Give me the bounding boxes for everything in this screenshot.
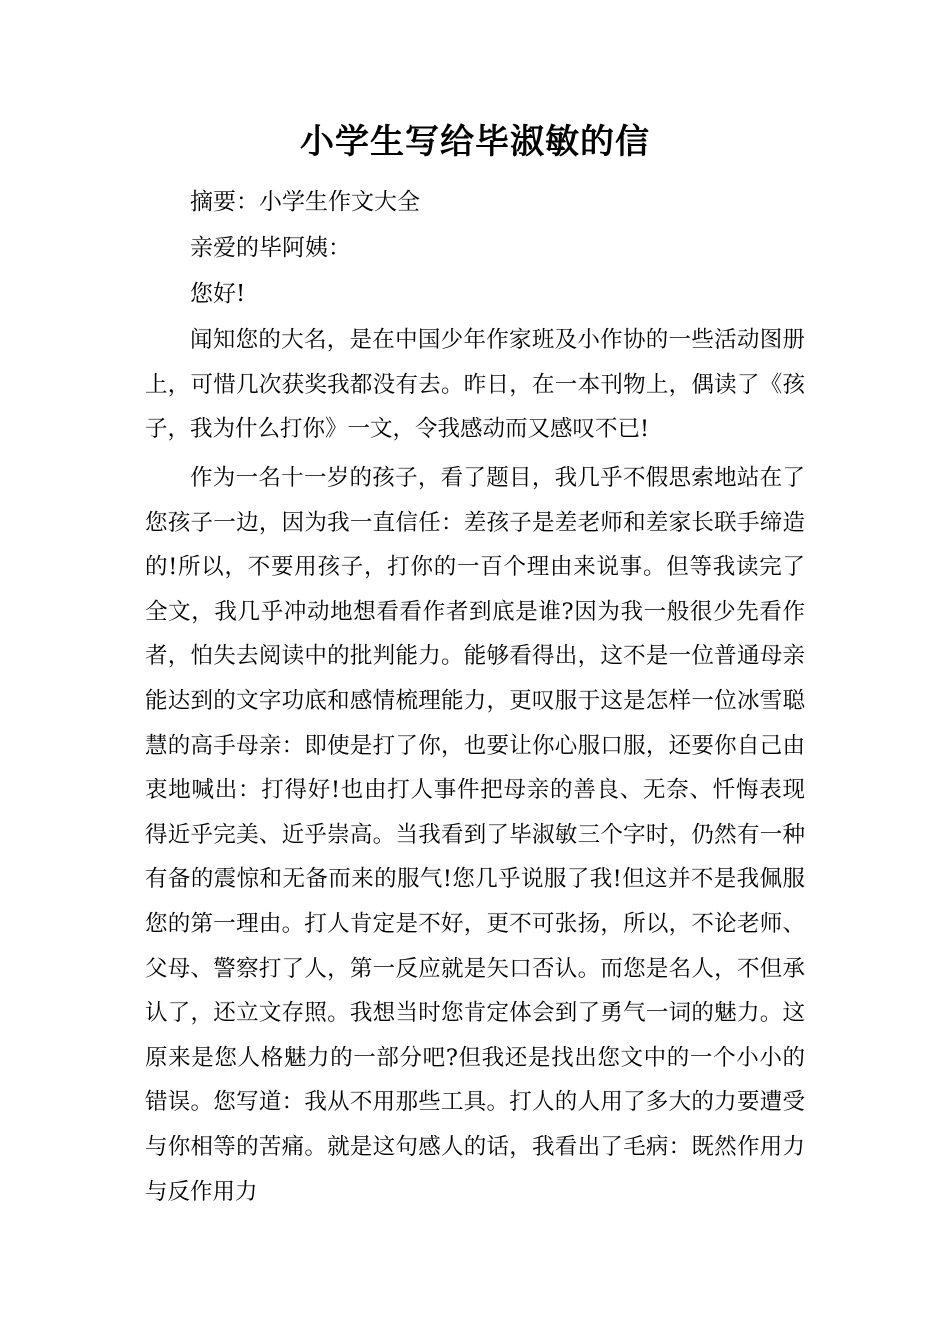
document-title: 小学生写给毕淑敏的信 xyxy=(300,122,650,162)
greeting-line: 您好! xyxy=(190,281,246,307)
salutation-line: 亲爱的毕阿姨： xyxy=(190,235,351,261)
body-paragraph: 闻知您的大名，是在中国少年作家班及小作协的一些活动图册上，可惜几次获奖我都没有去。昨日，在一本刊物上，偶读了《孩子，我为什么打你》一文，令我感动而又感叹不已! xyxy=(145,327,805,443)
summary-line: 摘要：小学生作文大全 xyxy=(190,189,420,215)
body-paragraph: 作为一名十一岁的孩子，看了题目，我几乎不假思索地站在了您孩子一边，因为我一直信任：差孩子是差老师和差家长联手缔造的!所以，不要用孩子，打你的一百个理由来说事。但等我读完了全文，我几乎冲动地想看看作者到底是谁?因为我一般很少先看作者，怕失去阅读中的批判能力。能够看得出，这不是一位普通母亲能达到的文字功底和感情梳理能力，更叹服于这是怎样一位冰雪聪慧的高手母亲：即使是打了你，也要让你心服口服，还要你自己由衷地喊出：打得好!也由打人事件把母亲的善良、无奈、忏悔表现得近乎完美、近乎崇高。当我看到了毕淑敏三个字时，仍然有一种有备的震惊和无备而来的服气!您几乎说服了我!但这并不是我佩服您的第一理由。打人肯定是不好，更不可张扬，所以，不论老师、父母、警察打了人，第一反应就是矢口否认。而您是名人，不但承认了，还立文存照。我想当时您肯定体会到了勇气一词的魅力。这原来是您人格魅力的一部分吧?但我还是找出您文中的一个小小的错误。您写道：我从不用那些工具。打人的人用了多大的力要遭受与你相等的苦痛。就是这句感人的话，我看出了毛病：既然作用力与反作用力 xyxy=(145,465,805,1205)
